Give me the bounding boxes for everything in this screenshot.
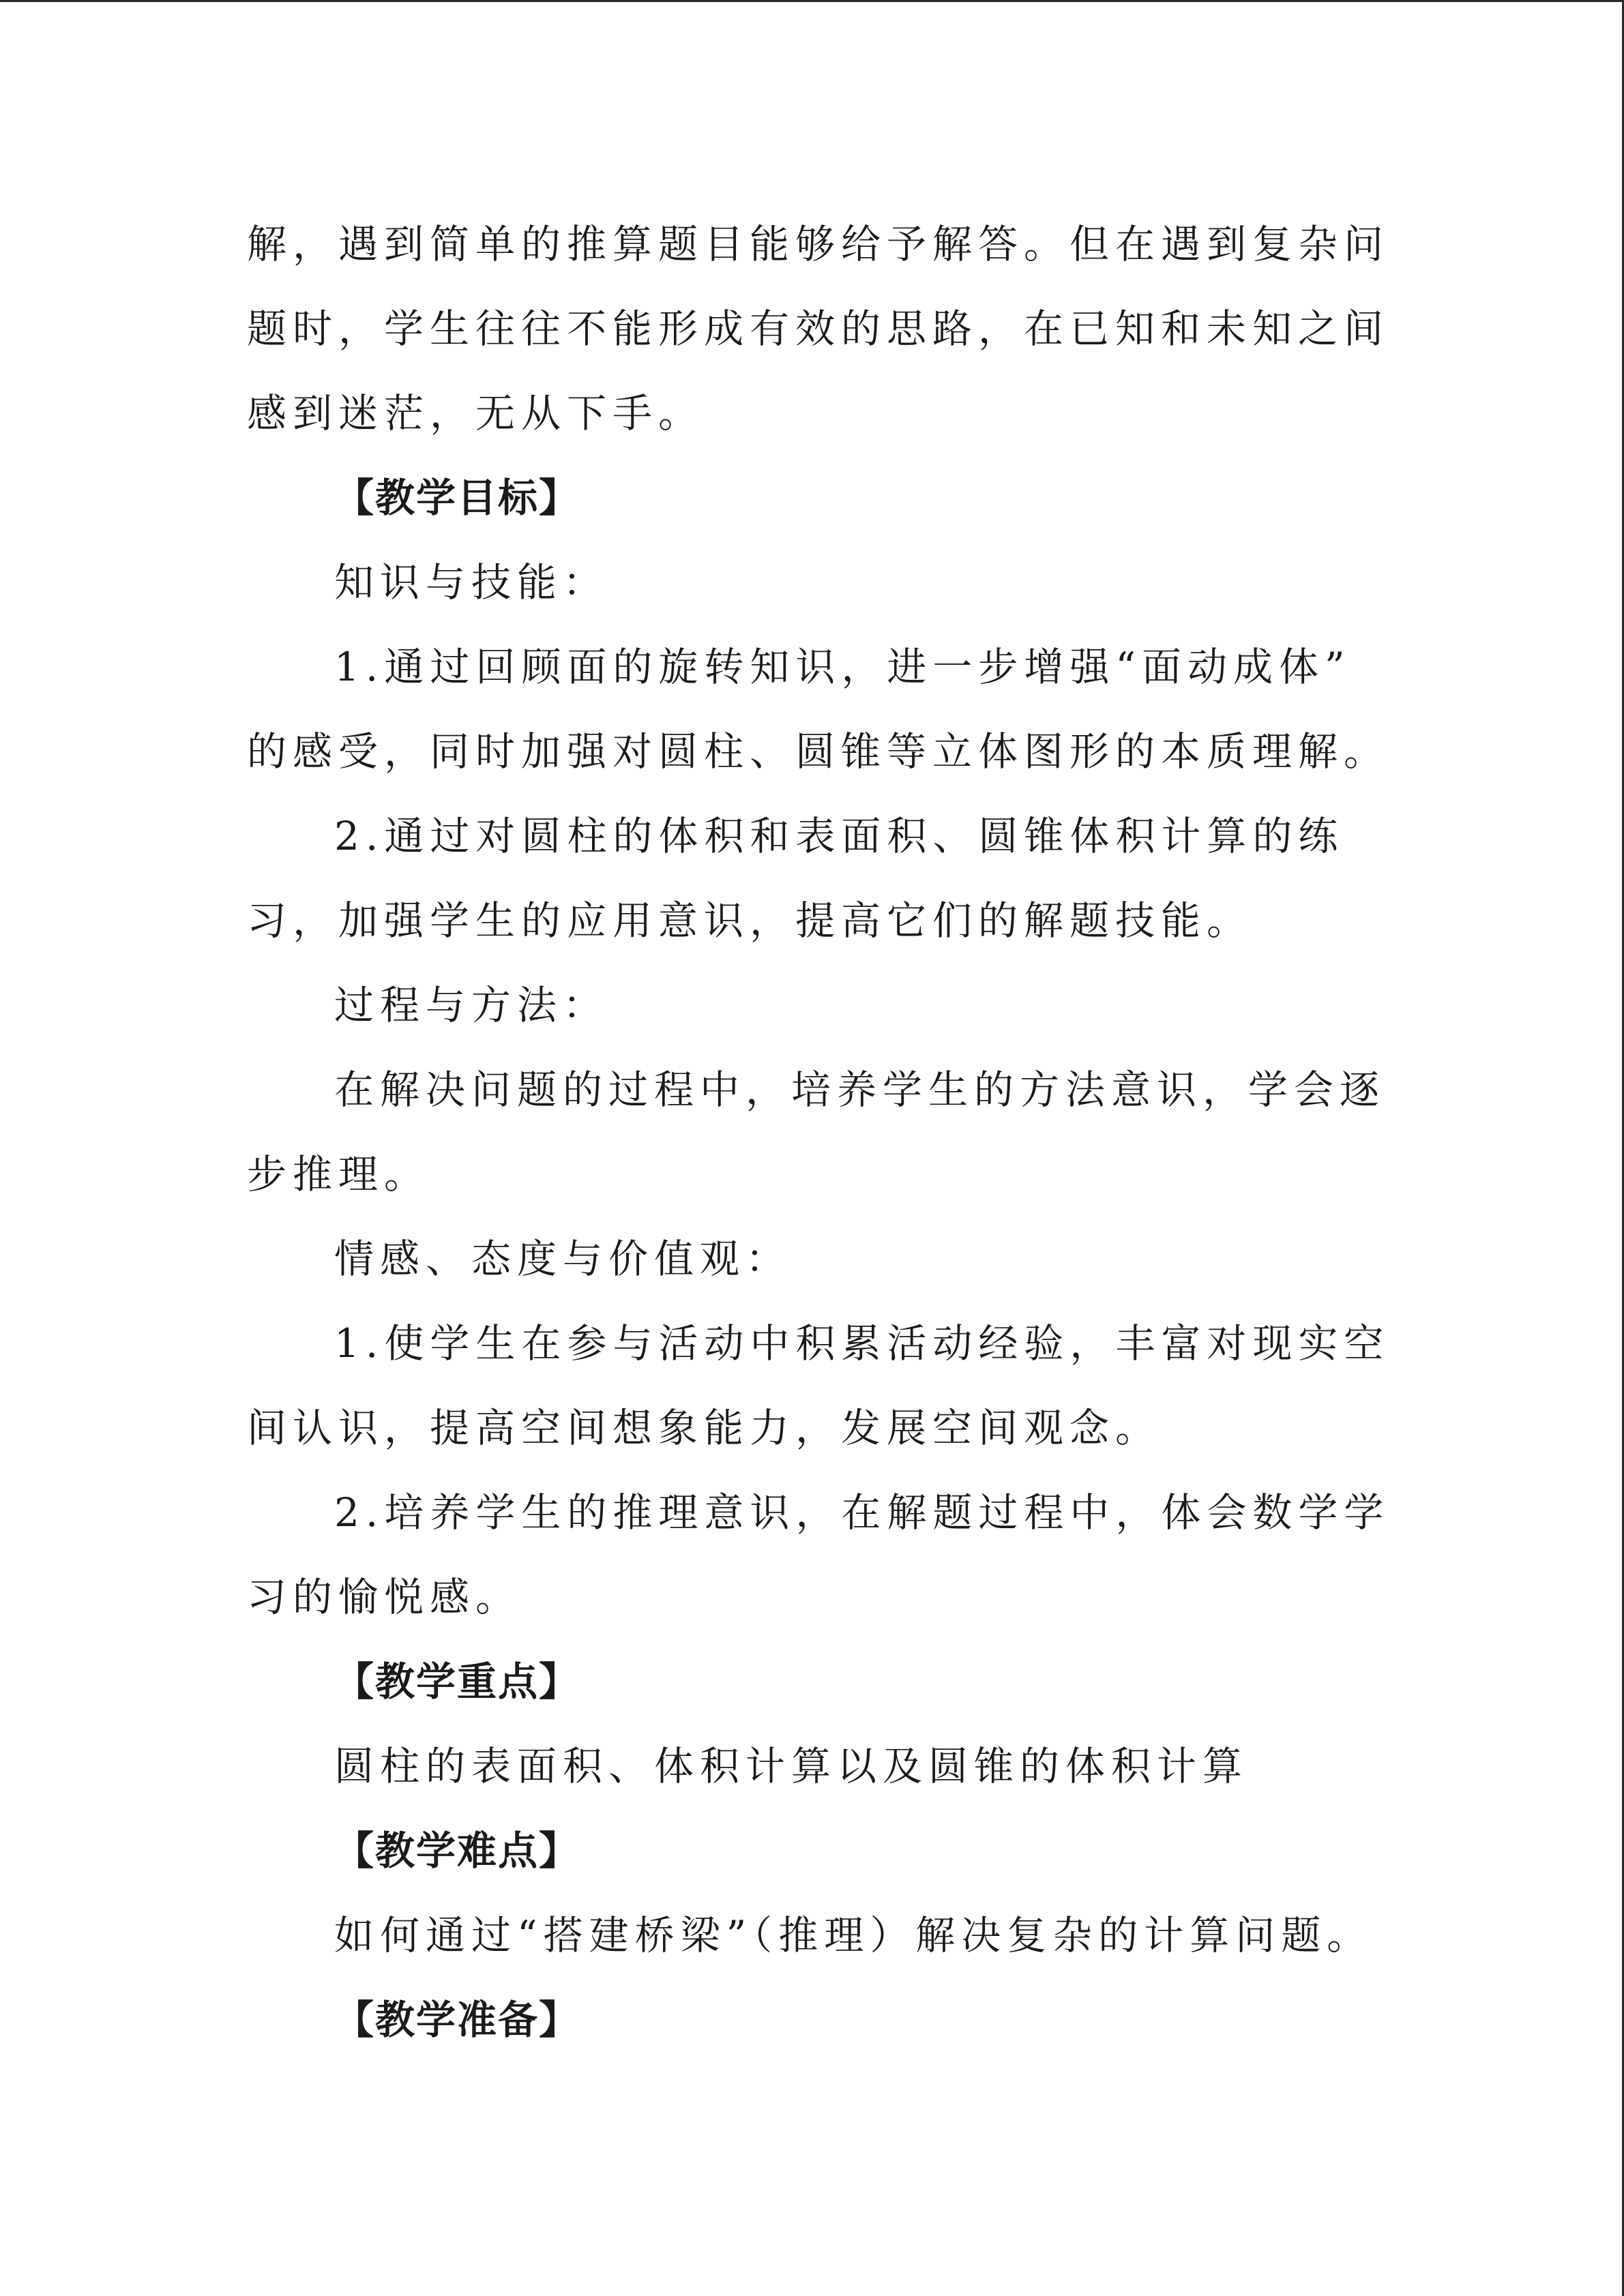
paragraph-line: 间认识，提高空间想象能力，发展空间观念。 (247, 1405, 1162, 1451)
paragraph-line: 2.通过对圆柱的体积和表面积、圆锥体积计算的练 (334, 813, 1344, 859)
subheading-process-methods: 过程与方法： (334, 982, 609, 1028)
document-body (247, 202, 1390, 2062)
paragraph-line: 如何通过“搭建桥梁”（推理）解决复杂的计算问题。 (334, 1912, 1373, 1958)
paragraph-line: 解，遇到简单的推算题目能够给予解答。但在遇到复杂问 (247, 221, 1390, 267)
paragraph-line: 感到迷茫，无从下手。 (247, 390, 705, 436)
paragraph-line: 圆柱的表面积、体积计算以及圆锥的体积计算 (334, 1743, 1249, 1789)
paragraph-line: 的感受，同时加强对圆柱、圆锥等立体图形的本质理解。 (247, 728, 1390, 775)
paragraph-line: 2.培养学生的推理意识，在解题过程中，体会数学学 (334, 1489, 1390, 1536)
section-heading-key-points: 【教学重点】 (334, 1658, 580, 1705)
paragraph-line: 习，加强学生的应用意识，提高它们的解题技能。 (247, 897, 1253, 944)
paragraph-line: 在解决问题的过程中，培养学生的方法意识，学会逐 (334, 1067, 1386, 1113)
subheading-knowledge-skills: 知识与技能： (334, 559, 609, 606)
paragraph-line: 步推理。 (247, 1151, 430, 1197)
section-heading-objectives: 【教学目标】 (334, 475, 580, 521)
paragraph-line: 题时，学生往往不能形成有效的思路，在已知和未知之间 (247, 305, 1390, 352)
paragraph-line: 习的愉悦感。 (247, 1574, 522, 1620)
section-heading-difficulties: 【教学难点】 (334, 1828, 580, 1874)
paragraph-line: 1.使学生在参与活动中积累活动经验，丰富对现实空 (334, 1320, 1390, 1367)
subheading-emotion-values: 情感、态度与价值观： (334, 1236, 792, 1282)
section-heading-preparation: 【教学准备】 (334, 1997, 580, 2043)
paragraph-line: 1.通过回顾面的旋转知识，进一步增强“面动成体” (334, 644, 1351, 690)
